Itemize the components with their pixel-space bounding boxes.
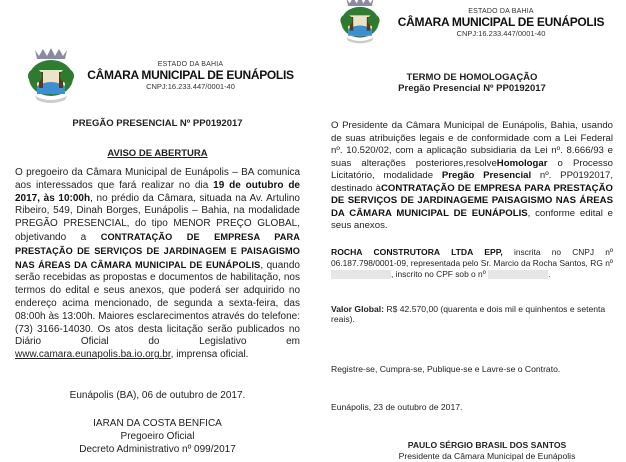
closing-statement: Registre-se, Cumpra-se, Publique-se e Lavre-se o Contrato. — [331, 363, 561, 374]
body-text: o Processo Licitatório, modalidade — [331, 157, 613, 181]
left-document-title: PREGÃO PRESENCIAL Nº PP0192017 — [72, 118, 243, 129]
signer-decree: Decreto Administrativo nº 099/2017 — [79, 443, 236, 455]
right-document-page — [313, 0, 626, 462]
municipal-crest-logo — [331, 0, 389, 46]
right-document-title: TERMO DE HOMOLOGAÇÃO — [406, 72, 538, 83]
body-text: . — [548, 268, 551, 279]
letterhead-left-row — [15, 46, 300, 106]
body-text: O pregoeiro da Câmara Municipal de Eunápolis – BA comunica aos interessados que fará realizar no dia — [15, 167, 300, 191]
global-value — [331, 304, 613, 324]
letterhead-state: ESTADO DA BAHIA — [468, 8, 534, 15]
letterhead-right — [389, 8, 613, 38]
body-text: , no prédio da Câmara, situada na Av. Artulino Ribeiro, 549, Dinah Borges, Eunápolis – Bahia, na modalidade PREGÃO PRESENCIAL, do tipo MENOR PREÇO GLOBAL, objetivando a — [15, 192, 300, 243]
letterhead-left — [81, 61, 300, 91]
homologar-text: Homologar — [496, 157, 548, 169]
right-document-title-block — [331, 72, 613, 94]
signer-role: Presidente da Câmara Municipal de Eunápolis — [398, 450, 576, 461]
signer-role: Pregoeiro Oficial — [120, 430, 195, 442]
left-date: Eunápolis (BA), 06 de outubro de 2017. — [69, 389, 246, 401]
body-text: nº. PP0192017, destinado à — [331, 170, 613, 194]
body-text: O Presidente da Câmara Municipal de Eunápolis, Bahia, usando de suas atribuições legais e de conformidade com a Lei Federal nº. 10.520/02, com a aplicação subsidiaria da Lei nº. 8.666/93 e suas alterações posteriores,resolve — [331, 120, 613, 169]
letterhead-right-row — [331, 0, 613, 46]
right-body-paragraph — [331, 120, 613, 233]
redacted-cpf — [488, 268, 551, 279]
body-text: , quando serão recebidas as propostas e documentos de habilitação, nos termos do edital e seus anexos, que poderá ser adquirido no endereço acima mencionado, de segunda a sexta-feira, das 08:00h às 13:00h. Maiores esclarecimentos através do telefone: (73) 3166-14030. Os atos desta licitação serão publicados no Diário Oficial do Legislativo em — [15, 259, 300, 348]
right-signature-block — [331, 440, 613, 462]
website-link[interactable]: www.camara.eunapolis.ba.io.org.br — [15, 349, 171, 361]
right-document-subtitle: Pregão Presencial Nº PP0192017 — [398, 83, 546, 94]
letterhead-state: ESTADO DA BAHIA — [157, 61, 224, 68]
body-text: , inscrito no CPF sob o nº — [391, 268, 489, 279]
session-date: 19 de outubro de 2017, às 10:00h — [15, 179, 300, 204]
value-text: R$ 42.570,00 (quarenta e dois mil e quinhentos e setenta reais). — [331, 303, 606, 324]
value-label: Valor Global: — [331, 303, 385, 314]
body-text: inscrita no CNPJ nº 06.187.798/0001-09, representada pelo Sr. Marcio da Rocha Santos, RG nº — [331, 246, 613, 268]
left-body-paragraph — [15, 167, 300, 362]
left-signature-block — [15, 417, 300, 456]
modalidade-text: Pregão Presencial — [441, 170, 532, 181]
signer-name: PAULO SÉRGIO BRASIL DOS SANTOS — [407, 439, 567, 450]
body-text: , conforme edital e seus anexos. — [331, 207, 613, 231]
company-name: ROCHA CONSTRUTORA LTDA EPP, — [331, 246, 503, 257]
left-document-page — [0, 0, 313, 456]
redacted-rg — [331, 270, 391, 279]
letterhead-cnpj: CNPJ:16.233.447/0001-40 — [146, 82, 235, 91]
letterhead-institution: CÂMARA MUNICIPAL DE EUNÁPOLIS — [87, 68, 294, 82]
municipal-crest-logo — [21, 46, 81, 106]
tender-object: CONTRATAÇÃO DE EMPRESA PARA PRESTAÇÃO DE SERVIÇOS DE JARDINAGEM E PAISAGISMO NAS ÁREAS DA CÂMARA MUNICIPAL DE EUNÁPOLIS — [15, 231, 300, 270]
letterhead-institution: CÂMARA MUNICIPAL DE EUNÁPOLIS — [397, 15, 605, 29]
winning-company-paragraph — [331, 247, 613, 280]
letterhead-cnpj: CNPJ:16.233.447/0001-40 — [456, 29, 546, 38]
tender-object: CONTRATAÇÃO DE EMPRESA PARA PRESTAÇÃO DE SERVIÇOS DE JARDINAGEME PAISAGISMO NAS ÁREAS DA CÂMARA MUNICIPAL DE EUNÁPOLIS — [331, 182, 613, 219]
body-text: , imprensa oficial. — [170, 349, 249, 361]
signer-name: IARAN DA COSTA BENFICA — [93, 417, 222, 429]
right-date: Eunápolis, 23 de outubro de 2017. — [331, 401, 463, 412]
left-document-subtitle: AVISO DE ABERTURA — [107, 148, 208, 159]
